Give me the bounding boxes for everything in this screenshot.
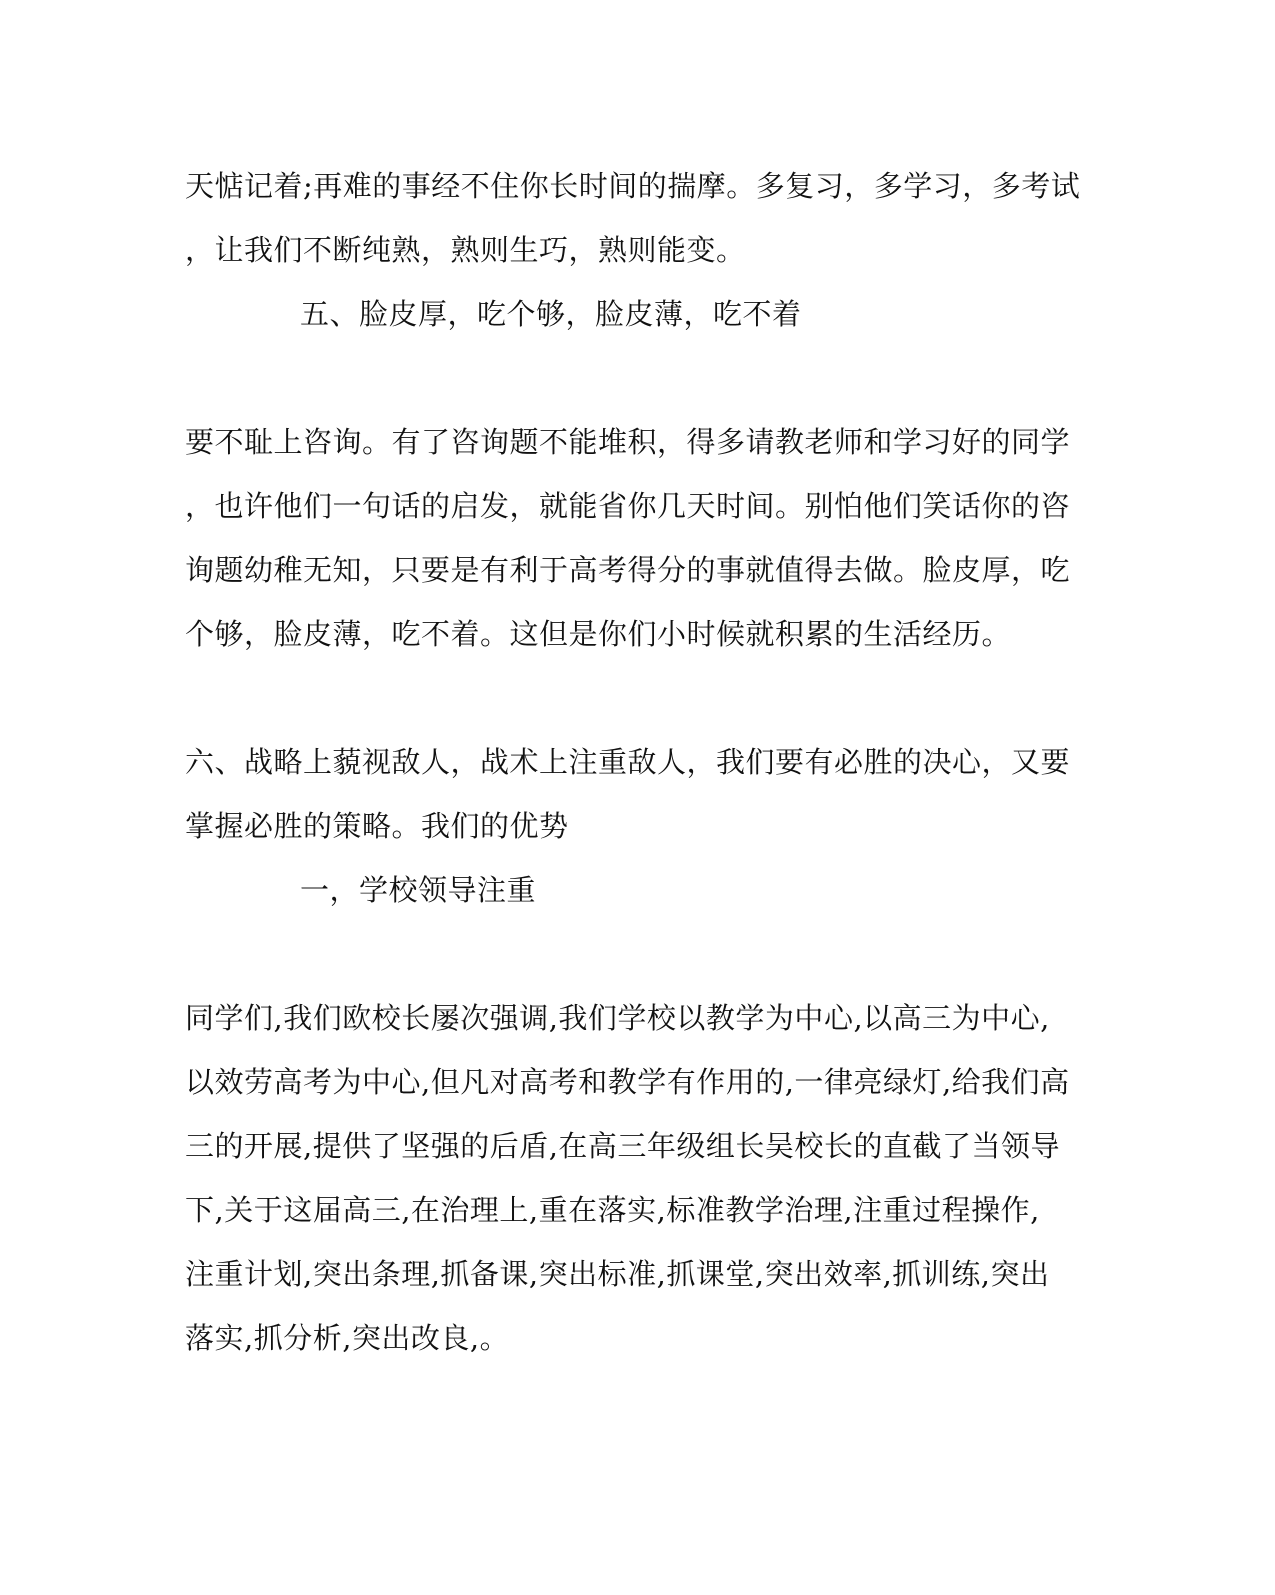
paragraph-line: 天惦记着;再难的事经不住你长时间的揣摩。多复习，多学习，多考试: [185, 169, 1081, 203]
section-heading: 一，学校领导注重: [300, 873, 537, 907]
paragraph-line: 个够，脸皮薄，吃不着。这但是你们小时候就积累的生活经历。: [185, 617, 1012, 651]
paragraph-line: 要不耻上咨询。有了咨询题不能堆积，得多请教老师和学习好的同学: [185, 425, 1071, 459]
paragraph-line: 六、战略上藐视敌人，战术上注重敌人，我们要有必胜的决心，又要: [185, 745, 1071, 779]
paragraph-line: 同学们,我们欧校长屡次强调,我们学校以教学为中心,以高三为中心,: [185, 1001, 1050, 1035]
paragraph-line: 以效劳高考为中心,但凡对高考和教学有作用的,一律亮绿灯,给我们高: [185, 1065, 1070, 1099]
paragraph-line: 询题幼稚无知，只要是有利于高考得分的事就值得去做。脸皮厚，吃: [185, 553, 1071, 587]
paragraph-line: 三的开展,提供了坚强的后盾,在高三年级组长吴校长的直截了当领导: [185, 1129, 1060, 1163]
paragraph-line: ，也许他们一句话的启发，就能省你几天时间。别怕他们笑话你的咨: [185, 489, 1071, 523]
paragraph-line: 注重计划,突出条理,抓备课,突出标准,抓课堂,突出效率,抓训练,突出: [185, 1257, 1050, 1291]
paragraph-line: 掌握必胜的策略。我们的优势: [185, 809, 569, 843]
paragraph-line: 落实,抓分析,突出改良,。: [185, 1321, 510, 1355]
paragraph-line: 下,关于这届高三,在治理上,重在落实,标准教学治理,注重过程操作,: [185, 1193, 1040, 1227]
section-heading: 五、脸皮厚，吃个够，脸皮薄，吃不着: [300, 297, 802, 331]
paragraph-line: ，让我们不断纯熟，熟则生巧，熟则能变。: [185, 233, 746, 267]
